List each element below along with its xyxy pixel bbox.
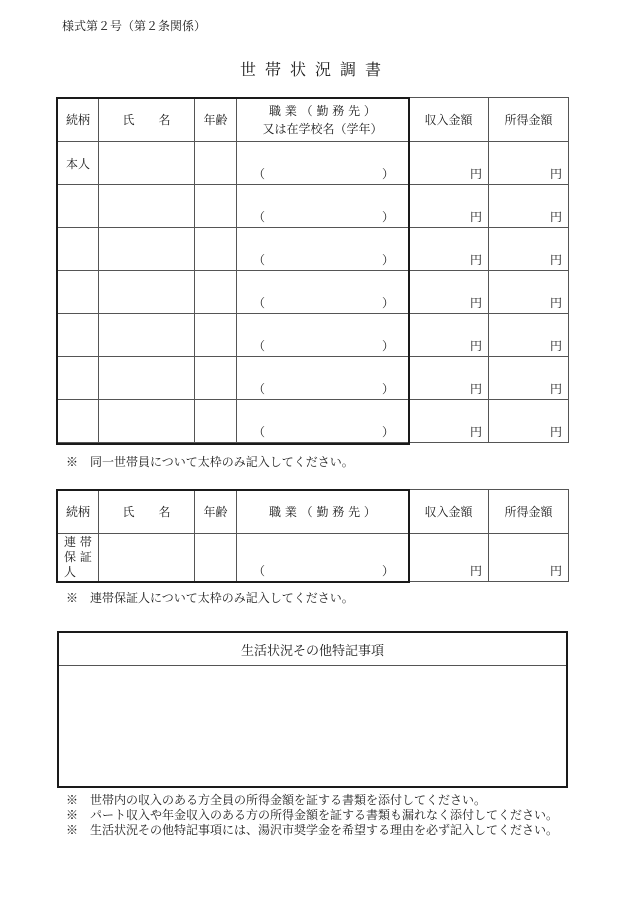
occupation-field[interactable] bbox=[237, 185, 409, 228]
guarantor-header-row bbox=[58, 490, 569, 534]
yen-unit: 円 bbox=[549, 339, 562, 353]
earnings-field[interactable] bbox=[489, 185, 569, 228]
page-title: 世帯状況調書 bbox=[239, 60, 390, 79]
household-member-row bbox=[58, 185, 569, 228]
paren-close: ） bbox=[381, 167, 394, 181]
guarantor-header-occupation: 職 業 （ 勤 務 先 ） bbox=[237, 490, 409, 534]
guarantor-relation-line3: 人 bbox=[64, 565, 77, 579]
earnings-field[interactable] bbox=[489, 400, 569, 443]
footnote-1: ※ 世帯内の収入のある方全員の所得金額を証する書類を添付してください。 bbox=[66, 793, 487, 807]
relation-field[interactable] bbox=[58, 357, 99, 400]
form-number: 様式第２号（第２条関係） bbox=[62, 19, 207, 33]
income-field[interactable] bbox=[409, 271, 489, 314]
paren-open: （ bbox=[253, 339, 266, 353]
yen-unit: 円 bbox=[549, 210, 562, 224]
occupation-field[interactable] bbox=[237, 142, 409, 185]
earnings-field[interactable] bbox=[489, 314, 569, 357]
guarantor-relation-line2: 保 証 bbox=[64, 550, 92, 564]
guarantor-income-field[interactable] bbox=[409, 534, 489, 582]
yen-unit: 円 bbox=[469, 382, 482, 396]
name-field[interactable] bbox=[99, 271, 195, 314]
guarantor-occupation-field[interactable] bbox=[237, 534, 409, 582]
yen-unit: 円 bbox=[469, 210, 482, 224]
income-field[interactable] bbox=[409, 228, 489, 271]
paren-open: （ bbox=[253, 253, 266, 267]
paren-open: （ bbox=[253, 167, 266, 181]
relation-field[interactable] bbox=[58, 228, 99, 271]
guarantor-relation-cell bbox=[58, 534, 99, 582]
remarks-textarea[interactable] bbox=[59, 666, 566, 786]
age-field[interactable] bbox=[195, 228, 237, 271]
guarantor-header-income: 収入金額 bbox=[409, 490, 489, 534]
guarantor-header-name: 氏 名 bbox=[99, 490, 195, 534]
header-occupation-line1: 職 業 （ 勤 務 先 ） bbox=[269, 103, 376, 118]
footnote-2: ※ パート収入や年金収入のある方の所得金額を証する書類も漏れなく添付してください。 bbox=[66, 808, 559, 822]
guarantor-name-field[interactable] bbox=[99, 534, 195, 582]
income-field[interactable] bbox=[409, 314, 489, 357]
guarantor-header-age: 年齢 bbox=[195, 490, 237, 534]
guarantor-header-earnings: 所得金額 bbox=[489, 490, 569, 534]
paren-close: ） bbox=[381, 425, 394, 439]
header-relation: 続柄 bbox=[58, 98, 99, 142]
relation-field[interactable] bbox=[58, 271, 99, 314]
header-occupation bbox=[237, 98, 409, 142]
yen-unit: 円 bbox=[469, 564, 482, 578]
footnote-3: ※ 生活状況その他特記事項には、湯沢市奨学金を希望する理由を必ず記入してください。 bbox=[66, 823, 559, 837]
name-field[interactable] bbox=[99, 142, 195, 185]
paren-open: （ bbox=[253, 296, 266, 310]
paren-close: ） bbox=[381, 253, 394, 267]
earnings-field[interactable] bbox=[489, 228, 569, 271]
guarantor-age-field[interactable] bbox=[195, 534, 237, 582]
age-field[interactable] bbox=[195, 185, 237, 228]
yen-unit: 円 bbox=[549, 296, 562, 310]
guarantor-relation-line1: 連 帯 bbox=[64, 535, 92, 549]
paren-close: ） bbox=[381, 296, 394, 310]
occupation-field[interactable] bbox=[237, 228, 409, 271]
yen-unit: 円 bbox=[549, 564, 562, 578]
household-member-row bbox=[58, 228, 569, 271]
income-field[interactable] bbox=[409, 400, 489, 443]
household-header-row bbox=[58, 98, 569, 142]
header-occupation-line2: 又は在学校名（学年） bbox=[262, 121, 383, 136]
yen-unit: 円 bbox=[469, 253, 482, 267]
age-field[interactable] bbox=[195, 142, 237, 185]
household-member-row bbox=[58, 271, 569, 314]
age-field[interactable] bbox=[195, 314, 237, 357]
name-field[interactable] bbox=[99, 357, 195, 400]
guarantor-row bbox=[58, 534, 569, 582]
earnings-field[interactable] bbox=[489, 357, 569, 400]
income-field[interactable] bbox=[409, 357, 489, 400]
paren-close: ） bbox=[381, 210, 394, 224]
header-name: 氏 名 bbox=[99, 98, 195, 142]
relation-label: 本人 bbox=[66, 157, 91, 171]
remarks-header: 生活状況その他特記事項 bbox=[59, 633, 566, 666]
yen-unit: 円 bbox=[469, 339, 482, 353]
guarantor-note: ※ 連帯保証人について太枠のみ記入してください。 bbox=[66, 591, 354, 605]
occupation-field[interactable] bbox=[237, 400, 409, 443]
household-member-row bbox=[58, 400, 569, 443]
household-member-row bbox=[58, 142, 569, 185]
household-table bbox=[57, 97, 569, 443]
guarantor-earnings-field[interactable] bbox=[489, 534, 569, 582]
name-field[interactable] bbox=[99, 185, 195, 228]
age-field[interactable] bbox=[195, 357, 237, 400]
yen-unit: 円 bbox=[469, 167, 482, 181]
age-field[interactable] bbox=[195, 271, 237, 314]
guarantor-header-relation: 続柄 bbox=[58, 490, 99, 534]
header-earnings: 所得金額 bbox=[489, 98, 569, 142]
paren-open: （ bbox=[253, 382, 266, 396]
relation-field[interactable] bbox=[58, 185, 99, 228]
relation-field[interactable] bbox=[58, 400, 99, 443]
relation-field[interactable] bbox=[58, 314, 99, 357]
yen-unit: 円 bbox=[549, 425, 562, 439]
paren-open: （ bbox=[253, 425, 266, 439]
paren-close: ） bbox=[381, 382, 394, 396]
yen-unit: 円 bbox=[469, 425, 482, 439]
household-member-row bbox=[58, 314, 569, 357]
occupation-field[interactable] bbox=[237, 271, 409, 314]
occupation-field[interactable] bbox=[237, 314, 409, 357]
name-field[interactable] bbox=[99, 400, 195, 443]
age-field[interactable] bbox=[195, 400, 237, 443]
yen-unit: 円 bbox=[549, 167, 562, 181]
occupation-field[interactable] bbox=[237, 357, 409, 400]
relation-field[interactable] bbox=[58, 142, 99, 185]
paren-open: （ bbox=[253, 210, 266, 224]
yen-unit: 円 bbox=[549, 382, 562, 396]
paren-close: ） bbox=[381, 339, 394, 353]
yen-unit: 円 bbox=[469, 296, 482, 310]
header-income: 収入金額 bbox=[409, 98, 489, 142]
name-field[interactable] bbox=[99, 228, 195, 271]
earnings-field[interactable] bbox=[489, 142, 569, 185]
household-note: ※ 同一世帯員について太枠のみ記入してください。 bbox=[66, 455, 354, 469]
household-member-row bbox=[58, 357, 569, 400]
paren-open: （ bbox=[253, 564, 266, 578]
income-field[interactable] bbox=[409, 142, 489, 185]
header-age: 年齢 bbox=[195, 98, 237, 142]
yen-unit: 円 bbox=[549, 253, 562, 267]
remarks-box bbox=[57, 631, 568, 788]
guarantor-table bbox=[57, 489, 569, 582]
name-field[interactable] bbox=[99, 314, 195, 357]
earnings-field[interactable] bbox=[489, 271, 569, 314]
income-field[interactable] bbox=[409, 185, 489, 228]
paren-close: ） bbox=[381, 564, 394, 578]
